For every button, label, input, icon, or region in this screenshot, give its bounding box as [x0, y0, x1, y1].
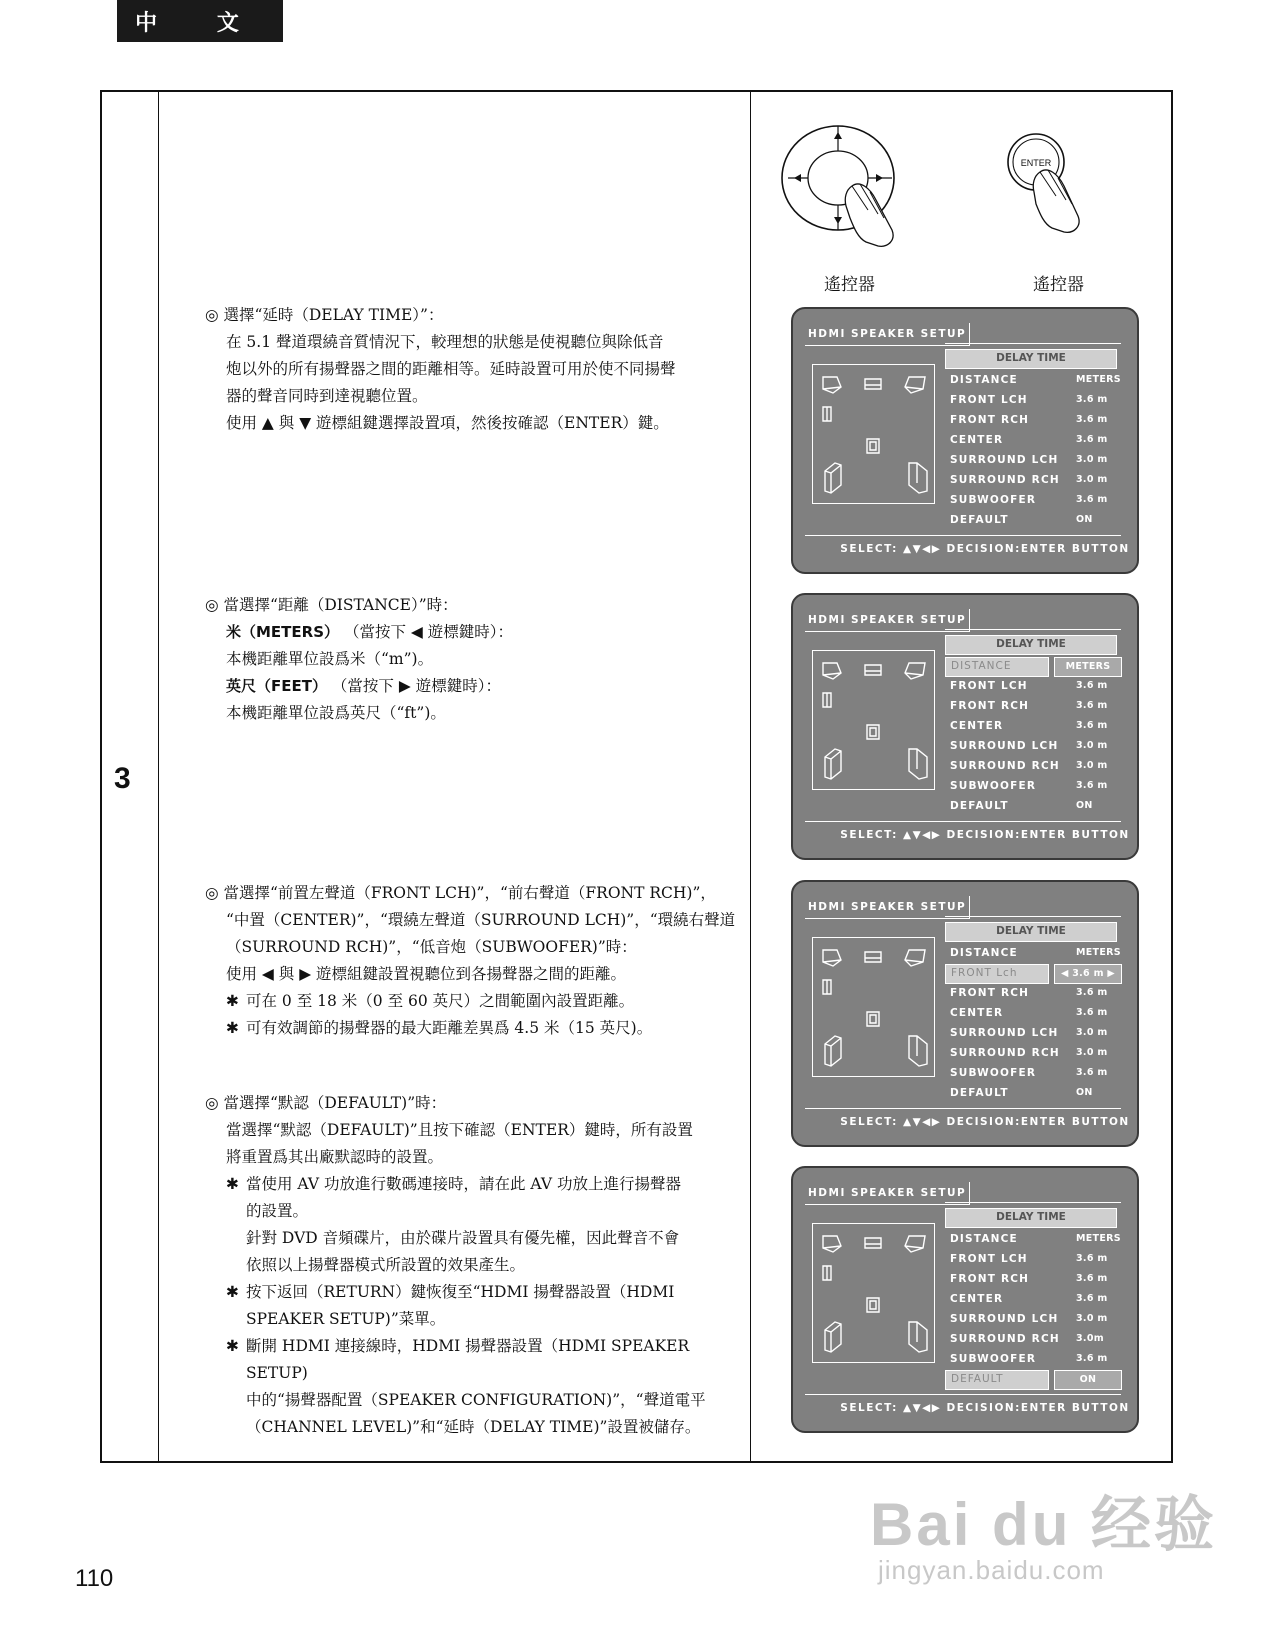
menu-row-label: CENTER: [950, 1007, 1004, 1019]
watermark-logo-text: Bai du 经验: [870, 1491, 1218, 1558]
note-text: 可有效調節的揚聲器的最大距離差異爲 4.5 米（15 英尺)。: [246, 1019, 653, 1037]
osd-footer-hint: SELECT: ▲▼◀▶ DECISION:ENTER BUTTON: [840, 1402, 1130, 1414]
note-text: SPEAKER SETUP)”菜單。: [246, 1310, 446, 1328]
menu-row-label: FRONT Lch: [945, 964, 1049, 984]
menu-row-value: 3.0 m: [1076, 760, 1108, 771]
menu-row-label: CENTER: [950, 434, 1004, 446]
divider: [805, 1108, 1121, 1109]
menu-row-center[interactable]: [950, 431, 1120, 451]
menu-row-value: METERS: [1076, 374, 1121, 385]
menu-row-surround-lch[interactable]: [950, 1310, 1120, 1330]
svg-text:ENTER: ENTER: [1020, 158, 1052, 168]
menu-row-label: SURROUND LCH: [950, 1027, 1059, 1039]
menu-row-label: FRONT RCH: [950, 987, 1030, 999]
menu-row-label: SURROUND RCH: [950, 474, 1060, 486]
paragraph-line: 炮以外的所有揚聲器之間的距離相等。延時設置可用於使不同揚聲: [226, 360, 676, 378]
menu-row-default[interactable]: [950, 1084, 1120, 1104]
asterisk-icon: ✱: [226, 1019, 239, 1037]
divider: [805, 821, 1121, 822]
menu-row-value: 3.6 m: [1076, 700, 1108, 711]
menu-row-label: SURROUND RCH: [950, 1333, 1060, 1345]
osd-screen-4: [791, 1166, 1139, 1433]
menu-row-surround-rch[interactable]: [950, 1330, 1120, 1350]
baidu-watermark: [870, 1491, 1218, 1586]
remote-arrow-pad-illustration: [780, 118, 930, 262]
menu-row-distance[interactable]: [950, 657, 1120, 677]
menu-row-value: ON: [1076, 514, 1093, 525]
paragraph-line: 使用 ▲ 與 ▼ 遊標組鍵選擇設置項，然後按確認（ENTER）鍵。: [226, 414, 669, 432]
menu-row-label: SUBWOOFER: [950, 1067, 1037, 1079]
paragraph-line: 使用 ◀ 與 ▶ 遊標組鍵設置視聽位到各揚聲器之間的距離。: [226, 965, 627, 983]
paragraph-line: 將重置爲其出廠默認時的設置。: [226, 1148, 444, 1166]
column-divider-left: [158, 92, 159, 1461]
section-title: ◎ 選擇“延時（DELAY TIME）”：: [205, 306, 444, 324]
meters-note: （當按下 ◀ 遊標鍵時）：: [343, 623, 513, 641]
note-text: 的設置。: [246, 1202, 309, 1220]
menu-row-label: DISTANCE: [950, 947, 1018, 959]
watermark-url: jingyan.baidu.com: [878, 1555, 1105, 1585]
osd-screen-3: [791, 880, 1139, 1147]
menu-row-center[interactable]: [950, 1290, 1120, 1310]
menu-row-label: SURROUND RCH: [950, 760, 1060, 772]
note-text: 斷開 HDMI 連接線時，HDMI 揚聲器設置（HDMI SPEAKER SETUP): [246, 1337, 690, 1382]
language-tab: 中 文: [117, 0, 283, 42]
menu-row-label: CENTER: [950, 720, 1004, 732]
menu-row-label: FRONT LCH: [950, 394, 1028, 406]
menu-row-label: SURROUND LCH: [950, 454, 1059, 466]
menu-row-value: 3.0m: [1076, 1333, 1104, 1344]
menu-row-value: METERS: [1076, 947, 1121, 958]
menu-row-front-lch[interactable]: [950, 964, 1120, 984]
menu-row-label: SURROUND RCH: [950, 1047, 1060, 1059]
menu-row-value: 3.6 m: [1076, 1293, 1108, 1304]
menu-row-label: FRONT LCH: [950, 1253, 1028, 1265]
menu-row-front-rch[interactable]: [950, 1270, 1120, 1290]
menu-row-label: FRONT RCH: [950, 414, 1030, 426]
speaker-layout-diagram: [812, 650, 935, 790]
note-text: 當使用 AV 功放進行數碼連接時，請在此 AV 功放上進行揚聲器: [246, 1175, 681, 1193]
section-distance: [205, 592, 741, 727]
menu-title-delay-time: DELAY TIME: [945, 1208, 1117, 1228]
menu-row-value: 3.6 m: [1076, 1067, 1108, 1078]
menu-row-distance[interactable]: [950, 371, 1120, 391]
menu-row-label: DISTANCE: [950, 1233, 1018, 1245]
section-channels: [205, 880, 741, 1042]
menu-row-surround-lch[interactable]: [950, 451, 1120, 471]
remote-label-right: 遙控器: [1033, 275, 1084, 295]
paragraph-line: “中置（CENTER)”，“環繞左聲道（SURROUND LCH)”，“環繞右聲道: [226, 911, 736, 929]
column-divider-right: [750, 92, 751, 1461]
speaker-layout-diagram: [812, 1223, 935, 1363]
divider: [945, 629, 1121, 630]
meters-description: 本機距離單位設爲米（“m”)。: [226, 650, 434, 668]
asterisk-icon: ✱: [226, 1283, 239, 1301]
remote-label-left: 遙控器: [824, 275, 875, 295]
menu-row-value: ON: [1054, 1370, 1122, 1390]
menu-row-label: SURROUND LCH: [950, 740, 1059, 752]
menu-row-default[interactable]: [950, 511, 1120, 531]
paragraph-line: （SURROUND RCH)”，“低音炮（SUBWOOFER)”時：: [226, 938, 637, 956]
menu-row-subwoofer[interactable]: [950, 777, 1120, 797]
speaker-layout-diagram: [812, 937, 935, 1077]
osd-screen-2: [791, 593, 1139, 860]
menu-row-center[interactable]: [950, 1004, 1120, 1024]
menu-row-label: FRONT RCH: [950, 1273, 1030, 1285]
menu-row-value: ON: [1076, 800, 1093, 811]
menu-row-front-lch[interactable]: [950, 1250, 1120, 1270]
asterisk-icon: ✱: [226, 992, 239, 1010]
divider: [805, 535, 1121, 536]
menu-title-delay-time: DELAY TIME: [945, 349, 1117, 369]
menu-row-surround-rch[interactable]: [950, 1044, 1120, 1064]
menu-row-surround-rch[interactable]: [950, 471, 1120, 491]
remote-enter-button-illustration: [1004, 132, 1114, 246]
note-text: 按下返回（RETURN）鍵恢復至“HDMI 揚聲器設置（HDMI: [246, 1283, 675, 1301]
paragraph-line: 在 5.1 聲道環繞音質情況下，較理想的狀態是使視聽位與除低音: [226, 333, 664, 351]
menu-row-surround-lch[interactable]: [950, 737, 1120, 757]
menu-row-value: 3.6 m: [1076, 1273, 1108, 1284]
menu-row-value: 3.6 m: [1076, 720, 1108, 731]
divider: [805, 1394, 1121, 1395]
menu-row-label: DISTANCE: [945, 657, 1049, 677]
menu-row-value: 3.6 m: [1076, 680, 1108, 691]
menu-row-value: 3.0 m: [1076, 1027, 1108, 1038]
divider: [945, 1202, 1121, 1203]
menu-row-label: DISTANCE: [950, 374, 1018, 386]
section-title: ◎ 當選擇“默認（DEFAULT)”時：: [205, 1094, 447, 1112]
asterisk-icon: ✱: [226, 1175, 239, 1193]
menu-row-value: METERS: [1054, 657, 1122, 677]
divider: [945, 916, 1121, 917]
menu-row-value: 3.0 m: [1076, 474, 1108, 485]
menu-row-surround-rch[interactable]: [950, 757, 1120, 777]
menu-title-delay-time: DELAY TIME: [945, 635, 1117, 655]
menu-row-value: 3.6 m: [1076, 434, 1108, 445]
menu-row-label: SUBWOOFER: [950, 1353, 1037, 1365]
menu-row-label: DEFAULT: [950, 1087, 1009, 1099]
note-text: 針對 DVD 音頻碟片，由於碟片設置具有優先權，因此聲音不會: [246, 1229, 680, 1247]
menu-row-value: METERS: [1076, 1233, 1121, 1244]
menu-row-subwoofer[interactable]: [950, 1064, 1120, 1084]
paragraph-line: 當選擇“默認（DEFAULT)”且按下確認（ENTER）鍵時，所有設置: [226, 1121, 693, 1139]
menu-row-front-lch[interactable]: [950, 677, 1120, 697]
menu-row-label: CENTER: [950, 1293, 1004, 1305]
menu-row-center[interactable]: [950, 717, 1120, 737]
feet-description: 本機距離單位設爲英尺（“ft”)。: [226, 704, 446, 722]
section-default: [205, 1090, 741, 1441]
menu-row-label: SUBWOOFER: [950, 780, 1037, 792]
menu-row-value: 3.6 m: [1076, 780, 1108, 791]
menu-row-label: DEFAULT: [945, 1370, 1049, 1390]
section-delay-time: [205, 302, 741, 437]
menu-row-value: 3.6 m: [1076, 1253, 1108, 1264]
menu-row-label: FRONT RCH: [950, 700, 1030, 712]
speaker-layout-diagram: [812, 364, 935, 504]
osd-footer-hint: SELECT: ▲▼◀▶ DECISION:ENTER BUTTON: [840, 829, 1130, 841]
step-number: 3: [114, 762, 131, 795]
osd-title: HDMI SPEAKER SETUP: [805, 1182, 970, 1205]
note-text: 中的“揚聲器配置（SPEAKER CONFIGURATION)”，“聲道電平: [246, 1391, 706, 1409]
menu-row-front-rch[interactable]: [950, 984, 1120, 1004]
menu-row-front-rch[interactable]: [950, 411, 1120, 431]
menu-row-distance[interactable]: [950, 1230, 1120, 1250]
menu-row-value: 3.6 m: [1076, 1353, 1108, 1364]
osd-footer-hint: SELECT: ▲▼◀▶ DECISION:ENTER BUTTON: [840, 1116, 1130, 1128]
menu-row-surround-lch[interactable]: [950, 1024, 1120, 1044]
osd-title: HDMI SPEAKER SETUP: [805, 609, 970, 632]
menu-row-default[interactable]: [950, 1370, 1120, 1390]
meters-heading: 米（METERS）: [226, 623, 340, 641]
divider: [945, 343, 1121, 344]
menu-row-distance[interactable]: [950, 944, 1120, 964]
menu-row-subwoofer[interactable]: [950, 491, 1120, 511]
menu-row-value: 3.0 m: [1076, 1047, 1108, 1058]
menu-title-delay-time: DELAY TIME: [945, 922, 1117, 942]
page-number: 110: [75, 1565, 114, 1592]
menu-row-front-lch[interactable]: [950, 391, 1120, 411]
menu-row-value: 3.0 m: [1076, 1313, 1108, 1324]
menu-row-value: 3.6 m: [1076, 414, 1108, 425]
osd-footer-hint: SELECT: ▲▼◀▶ DECISION:ENTER BUTTON: [840, 543, 1130, 555]
menu-row-value: 3.0 m: [1076, 454, 1108, 465]
menu-row-value: 3.6 m: [1076, 494, 1108, 505]
menu-row-value: 3.6 m: [1076, 1007, 1108, 1018]
menu-row-label: FRONT LCH: [950, 680, 1028, 692]
menu-row-label: SURROUND LCH: [950, 1313, 1059, 1325]
feet-heading: 英尺（FEET）: [226, 677, 327, 695]
menu-row-default[interactable]: [950, 797, 1120, 817]
osd-screen-1: [791, 307, 1139, 574]
menu-row-value: 3.0 m: [1076, 740, 1108, 751]
menu-row-label: DEFAULT: [950, 800, 1009, 812]
note-text: 可在 0 至 18 米（0 至 60 英尺）之間範圍內設置距離。: [246, 992, 635, 1010]
menu-row-value: 3.6 m: [1076, 394, 1108, 405]
osd-title: HDMI SPEAKER SETUP: [805, 323, 970, 346]
section-title: ◎ 當選擇“距離（DISTANCE）”時：: [205, 596, 458, 614]
note-text: （CHANNEL LEVEL)”和“延時（DELAY TIME)”設置被儲存。: [246, 1418, 701, 1436]
menu-row-value: ◀ 3.6 m ▶: [1054, 964, 1122, 984]
menu-row-subwoofer[interactable]: [950, 1350, 1120, 1370]
section-title: ◎ 當選擇“前置左聲道（FRONT LCH)”，“前右聲道（FRONT RCH)”，: [205, 884, 716, 902]
menu-row-front-rch[interactable]: [950, 697, 1120, 717]
menu-row-value: 3.6 m: [1076, 987, 1108, 998]
note-text: 依照以上揚聲器模式所設置的效果產生。: [246, 1256, 526, 1274]
menu-row-label: SUBWOOFER: [950, 494, 1037, 506]
osd-title: HDMI SPEAKER SETUP: [805, 896, 970, 919]
paragraph-line: 器的聲音同時到達視聽位置。: [226, 387, 428, 405]
menu-row-value: ON: [1076, 1087, 1093, 1098]
asterisk-icon: ✱: [226, 1337, 239, 1355]
feet-note: （當按下 ▶ 遊標鍵時）：: [331, 677, 501, 695]
menu-row-label: DEFAULT: [950, 514, 1009, 526]
